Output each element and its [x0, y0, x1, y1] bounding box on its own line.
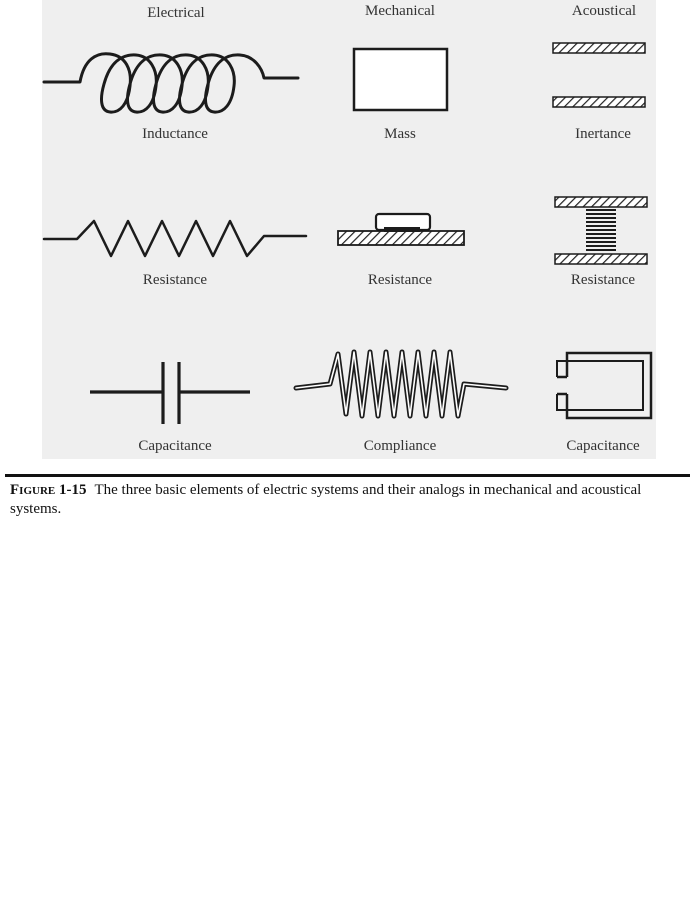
acoustic-resistance-symbol	[555, 197, 647, 264]
label-inductance: Inductance	[142, 126, 208, 142]
resistor-symbol	[44, 221, 306, 256]
cavity-symbol	[557, 353, 651, 418]
label-electrical-resistance: Resistance	[142, 272, 208, 288]
column-header-acoustical: Acoustical	[571, 3, 637, 19]
label-mechanical-resistance: Resistance	[367, 272, 433, 288]
label-acoustical-resistance: Resistance	[570, 272, 636, 288]
inertance-symbol	[553, 43, 645, 107]
caption-text: The three basic elements of electric systems and their analogs in mechanical and acoustical systems.	[10, 482, 642, 517]
capacitor-symbol	[90, 362, 250, 424]
mass-symbol	[354, 49, 447, 110]
label-mass: Mass	[384, 126, 416, 142]
label-acoustical-capacitance: Capacitance	[566, 438, 640, 454]
friction-resistance-symbol	[338, 214, 464, 245]
spring-symbol	[296, 352, 506, 416]
figure-caption	[10, 481, 660, 519]
label-compliance: Compliance	[363, 438, 437, 454]
column-header-mechanical: Mechanical	[365, 3, 435, 19]
label-inertance: Inertance	[575, 126, 631, 142]
caption-rule	[5, 474, 690, 477]
column-header-electrical: Electrical	[147, 5, 205, 21]
inductor-symbol	[44, 54, 298, 112]
label-capacitance: Capacitance	[138, 438, 212, 454]
caption-label: Figure 1-15	[10, 482, 87, 498]
